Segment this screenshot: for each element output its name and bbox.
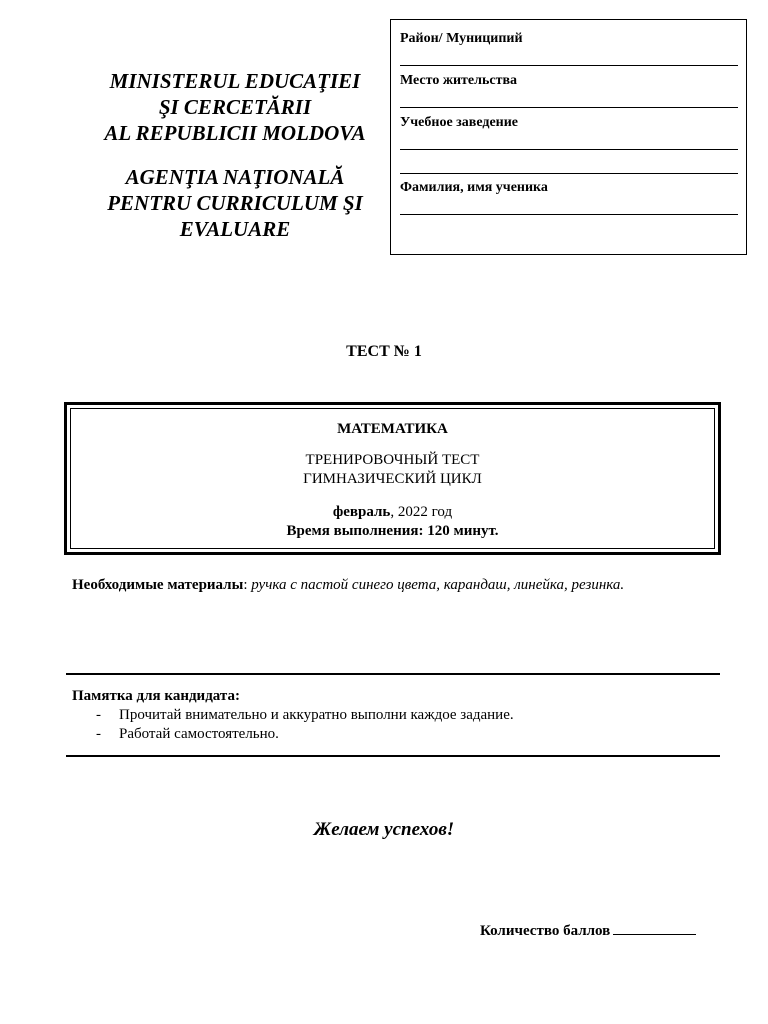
memo-item-text: Работай самостоятельно. <box>119 726 279 742</box>
test-type-line1: ТРЕНИРОВОЧНЫЙ ТЕСТ <box>305 452 480 468</box>
ministry-header <box>70 68 400 242</box>
good-luck-wish: Желаем успехов! <box>313 819 455 840</box>
name-field[interactable] <box>400 180 738 196</box>
school-line-2[interactable] <box>400 173 738 174</box>
materials-note <box>72 575 682 595</box>
test-duration: Время выполнения: 120 минут. <box>286 523 499 539</box>
memo-item <box>72 706 712 725</box>
district-field[interactable] <box>400 31 738 47</box>
divider-bottom <box>66 755 720 757</box>
spacer <box>70 146 400 164</box>
materials-label: Необходимые материалы <box>72 577 244 593</box>
residence-line[interactable] <box>400 107 738 108</box>
subject-name: МАТЕМАТИКА <box>337 421 448 437</box>
agency-line: AGENŢIA NAŢIONALĂ <box>125 165 345 189</box>
memo-item-text: Прочитай внимательно и аккуратно выполни каждое задание. <box>119 707 514 723</box>
memo-dash: - <box>96 707 101 723</box>
name-line[interactable] <box>400 214 738 215</box>
school-field[interactable] <box>400 115 738 131</box>
memo-item <box>72 725 712 744</box>
district-line[interactable] <box>400 65 738 66</box>
ministry-line: ŞI CERCETĂRII <box>158 95 312 119</box>
subject-inner-frame <box>70 408 715 549</box>
test-date <box>71 504 714 521</box>
residence-field[interactable] <box>400 73 738 89</box>
score-label: Количество баллов <box>480 923 611 939</box>
memo-title: Памятка для кандидата: <box>72 688 240 704</box>
test-title: ТЕСТ № 1 <box>346 343 422 360</box>
agency-line: EVALUARE <box>179 217 291 241</box>
divider-top <box>66 673 720 675</box>
student-info-box <box>390 19 747 255</box>
name-label: Фамилия, имя ученика <box>400 180 548 195</box>
ministry-line: AL REPUBLICII MOLDOVA <box>104 121 366 145</box>
test-type-line2: ГИМНАЗИЧЕСКИЙ ЦИКЛ <box>303 471 482 487</box>
materials-value: ручка с пастой синего цвета, карандаш, линейка, резинка. <box>251 577 625 593</box>
ministry-line: MINISTERUL EDUCAŢIEI <box>109 69 361 93</box>
school-line[interactable] <box>400 149 738 150</box>
materials-colon: : <box>243 577 252 593</box>
district-label: Район/ Муниципий <box>400 31 523 46</box>
candidate-memo <box>72 687 712 744</box>
score-field <box>480 920 696 940</box>
score-blank[interactable] <box>613 920 696 935</box>
test-date-month: февраль <box>332 504 391 520</box>
memo-dash: - <box>96 726 101 742</box>
residence-label: Место жительства <box>400 73 518 88</box>
subject-box <box>64 402 721 555</box>
school-label: Учебное заведение <box>400 115 519 130</box>
agency-line: PENTRU CURRICULUM ŞI <box>107 191 363 215</box>
test-date-year: , 2022 год <box>390 504 453 520</box>
